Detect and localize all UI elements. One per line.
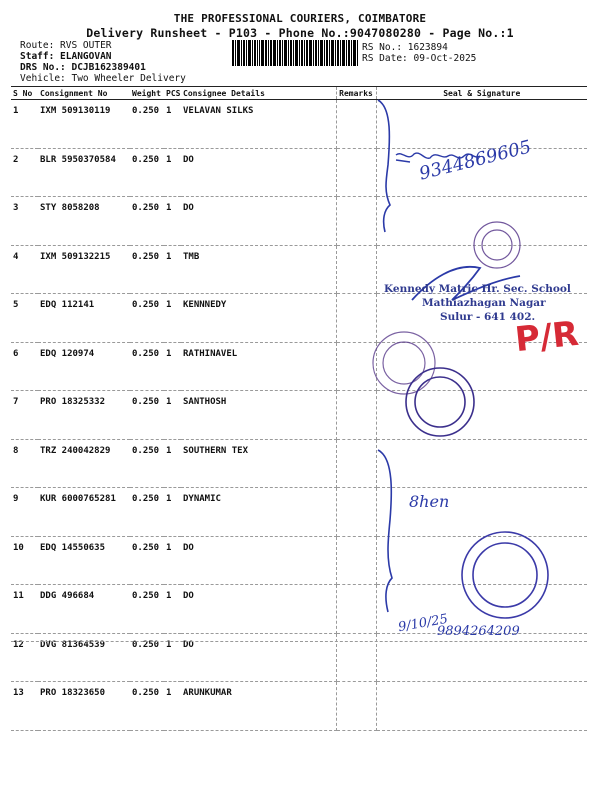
row-consignee: ARUNKUMAR: [181, 682, 336, 731]
runsheet-meta-right: [362, 42, 476, 64]
header-weight: Weight: [130, 87, 164, 100]
rs-date: RS Date: 09-Oct-2025: [362, 53, 477, 64]
table-header-row: [11, 87, 587, 100]
row-weight: 0.250: [130, 536, 164, 585]
row-sno: 9: [11, 488, 38, 537]
row-remarks: [336, 536, 376, 585]
row-remarks: [336, 148, 376, 197]
row-consignment-no: TRZ 240042829: [38, 439, 130, 488]
row-remarks: [336, 585, 376, 634]
runsheet-subtitle: Delivery Runsheet - P103 - Phone No.:9047080280 - Page No.:1: [86, 26, 514, 40]
row-sno: 2: [11, 148, 38, 197]
row-weight: 0.250: [130, 342, 164, 391]
row-consignee: RATHINAVEL: [181, 342, 336, 391]
table-row: [11, 391, 587, 440]
row-sno: 3: [11, 197, 38, 246]
row-consignee: DO: [181, 148, 336, 197]
row-pcs: 1: [164, 245, 181, 294]
table-row: [11, 682, 587, 731]
company-title: THE PROFESSIONAL COURIERS, COIMBATORE: [173, 12, 427, 25]
row-weight: 0.250: [130, 197, 164, 246]
row-consignment-no: EDQ 14550635: [38, 536, 130, 585]
table-row: [11, 488, 587, 537]
row-sno: 12: [11, 633, 38, 682]
table-bottom-rule: [11, 641, 587, 642]
row-consignment-no: DVG 81364539: [38, 633, 130, 682]
row-consignment-no: PRO 18323650: [38, 682, 130, 731]
row-weight: 0.250: [130, 100, 164, 149]
table-row: [11, 439, 587, 488]
row-weight: 0.250: [130, 294, 164, 343]
row-remarks: [336, 439, 376, 488]
row-pcs: 1: [164, 100, 181, 149]
header-seal-signature: Seal & Signature: [376, 87, 587, 100]
drs-number: DRS No.: DCJB162389401: [20, 62, 146, 73]
row-pcs: 1: [164, 633, 181, 682]
row-weight: 0.250: [130, 488, 164, 537]
row-pcs: 1: [164, 439, 181, 488]
row-remarks: [336, 100, 376, 149]
row-remarks: [336, 391, 376, 440]
row-consignment-no: STY 8058208: [38, 197, 130, 246]
row-weight: 0.250: [130, 391, 164, 440]
row-consignment-no: BLR 5950370584: [38, 148, 130, 197]
table-row: [11, 536, 587, 585]
row-sno: 10: [11, 536, 38, 585]
row-consignment-no: KUR 6000765281: [38, 488, 130, 537]
row-seal-signature: [376, 682, 587, 731]
route-label: Route: RVS OUTER: [20, 40, 112, 51]
handwritten-phone-2: 9894264209: [437, 624, 520, 639]
row-pcs: 1: [164, 342, 181, 391]
row-consignee: TMB: [181, 245, 336, 294]
row-sno: 7: [11, 391, 38, 440]
row-pcs: 1: [164, 294, 181, 343]
row-remarks: [336, 342, 376, 391]
kennedy-stamp-address1: Mathiazhagan Nagar: [422, 297, 546, 309]
header-sno: S No: [11, 87, 38, 100]
vehicle-label: Vehicle: Two Wheeler Delivery: [20, 73, 186, 84]
row-remarks: [336, 197, 376, 246]
row-consignee: SANTHOSH: [181, 391, 336, 440]
row-consignment-no: DDG 496684: [38, 585, 130, 634]
table-row: [11, 100, 587, 149]
row-consignee: DO: [181, 633, 336, 682]
rs-number: RS No.: 1623894: [362, 42, 448, 53]
row-seal-signature: [376, 488, 587, 537]
row-consignee: DO: [181, 197, 336, 246]
row-seal-signature: [376, 100, 587, 149]
handwritten-phone-1: 9344869605: [417, 136, 534, 185]
row-weight: 0.250: [130, 585, 164, 634]
header-consignee: Consignee Details: [181, 87, 336, 100]
row-sno: 8: [11, 439, 38, 488]
kennedy-stamp-address2: Sulur - 641 402.: [440, 311, 536, 323]
handwritten-signature-row10: 8hen: [409, 492, 450, 511]
row-weight: 0.250: [130, 682, 164, 731]
row-seal-signature: [376, 197, 587, 246]
row-consignee: VELAVAN SILKS: [181, 100, 336, 149]
row-pcs: 1: [164, 197, 181, 246]
staff-label: Staff: ELANGOVAN: [20, 51, 112, 62]
row-consignment-no: PRO 18325332: [38, 391, 130, 440]
row-pcs: 1: [164, 536, 181, 585]
row-weight: 0.250: [130, 245, 164, 294]
row-pcs: 1: [164, 585, 181, 634]
row-seal-signature: [376, 439, 587, 488]
header-remarks: Remarks: [336, 87, 376, 100]
row-remarks: [336, 682, 376, 731]
handwritten-date: 9/10/25: [397, 611, 450, 636]
row-pcs: 1: [164, 488, 181, 537]
row-sno: 11: [11, 585, 38, 634]
row-weight: 0.250: [130, 439, 164, 488]
table-row: [11, 197, 587, 246]
row-consignee: DO: [181, 536, 336, 585]
header-pcs: PCS: [166, 88, 181, 98]
pr-mark: P/R: [513, 313, 581, 361]
row-remarks: [336, 294, 376, 343]
runsheet-meta-left: [20, 40, 186, 84]
barcode-icon: [232, 40, 358, 66]
row-sno: 13: [11, 682, 38, 731]
row-consignment-no: EDQ 120974: [38, 342, 130, 391]
table-row: [11, 342, 587, 391]
row-sno: 4: [11, 245, 38, 294]
row-consignee: SOUTHERN TEX: [181, 439, 336, 488]
row-consignee: KENNNEDY: [181, 294, 336, 343]
row-pcs: 1: [164, 391, 181, 440]
row-pcs: 1: [164, 682, 181, 731]
row-remarks: [336, 245, 376, 294]
row-weight: 0.250: [130, 148, 164, 197]
kennedy-stamp-name: Kennedy Matric Hr. Sec. School: [384, 283, 571, 295]
row-weight: 0.250: [130, 633, 164, 682]
row-consignee: DYNAMIC: [181, 488, 336, 537]
row-seal-signature: [376, 391, 587, 440]
row-sno: 6: [11, 342, 38, 391]
row-sno: 5: [11, 294, 38, 343]
row-remarks: [336, 488, 376, 537]
row-pcs: 1: [164, 148, 181, 197]
row-consignment-no: IXM 509132215: [38, 245, 130, 294]
row-sno: 1: [11, 100, 38, 149]
row-consignment-no: IXM 509130119: [38, 100, 130, 149]
row-consignee: DO: [181, 585, 336, 634]
header-consignment: Consignment No: [38, 87, 130, 100]
row-seal-signature: [376, 536, 587, 585]
row-consignment-no: EDQ 112141: [38, 294, 130, 343]
